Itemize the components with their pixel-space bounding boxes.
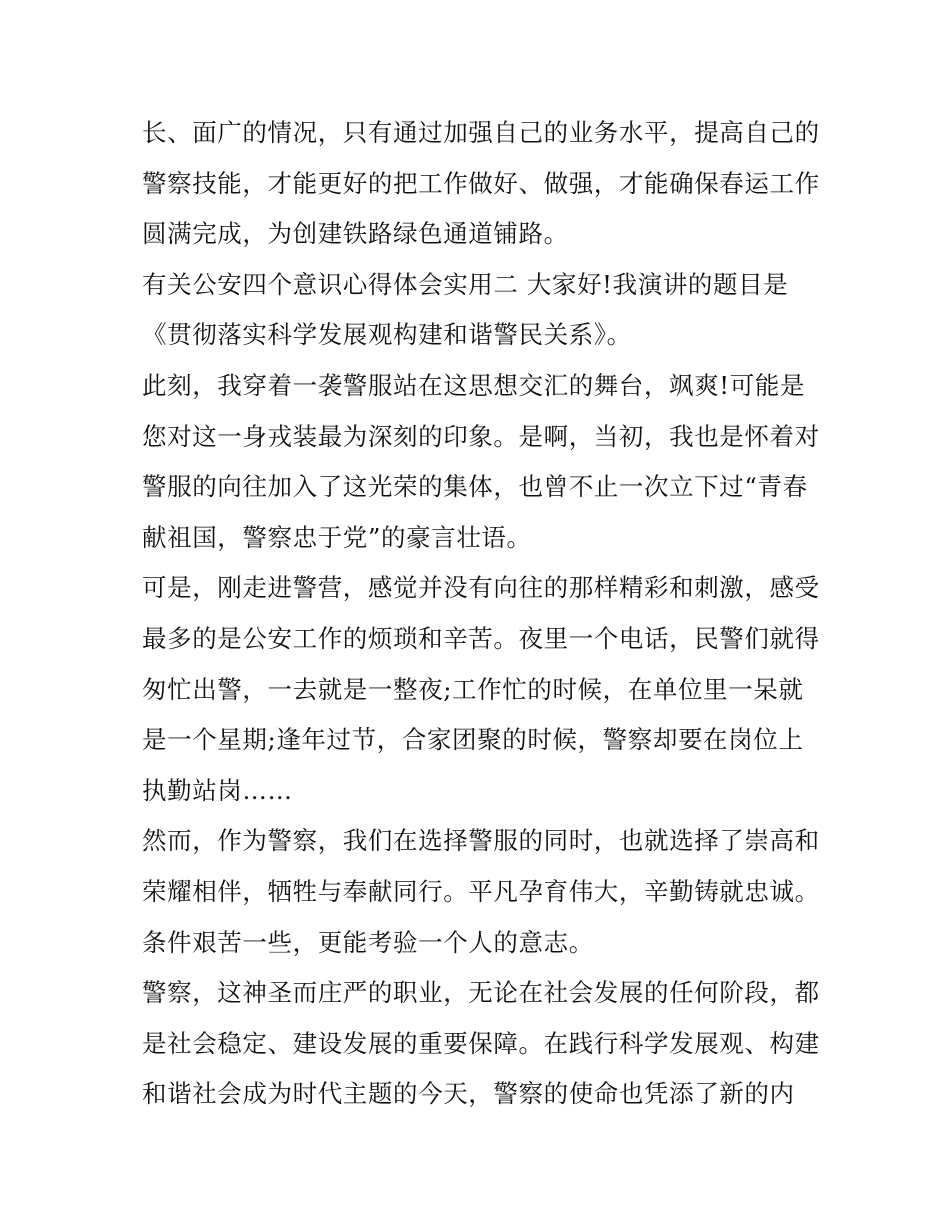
text-line: 《贯彻落实科学发展观构建和谐警民关系》。 [142,320,632,350]
text-line: 此刻，我穿着一袭警服站在这思想交汇的舞台，飒爽!可能是 [142,370,806,400]
text-line: 最多的是公安工作的烦琐和辛苦。夜里一个电话，民警们就得 [142,623,820,653]
text-line: 圆满完成，为创建铁路绿色通道铺路。 [142,219,569,249]
text-line: 条件艰苦一些，更能考验一个人的意志。 [142,927,594,957]
text-line: 您对这一身戎装最为深刻的印象。是啊，当初，我也是怀着对 [142,421,820,451]
text-line: 是社会稳定、建设发展的重要保障。在践行科学发展观、构建 [142,1028,820,1058]
text-line: 献祖国，警察忠于党”的豪言壮语。 [142,522,532,552]
text-line: 荣耀相伴，牺牲与奉献同行。平凡孕育伟大，辛勤铸就忠诚。 [142,876,820,906]
text-line: 有关公安四个意识心得体会实用二 大家好!我演讲的题目是 [142,269,789,299]
text-line: 警察技能，才能更好的把工作做好、做强，才能确保春运工作 [142,168,820,198]
text-line: 匆忙出警，一去就是一整夜;工作忙的时候，在单位里一呆就 [142,674,804,704]
text-line: 可是，刚走进警营，感觉并没有向往的那样精彩和刺激，感受 [142,573,820,603]
body-text [142,108,822,1120]
text-line: 然而，作为警察，我们在选择警服的同时，也就选择了崇高和 [142,826,820,856]
text-line: 长、面广的情况，只有通过加强自己的业务水平，提高自己的 [142,118,820,147]
text-line: 执勤站岗…… [142,775,293,805]
text-line: 和谐社会成为时代主题的今天，警察的使命也凭添了新的内 [142,1079,795,1109]
text-line: 警察，这神圣而庄严的职业，无论在社会发展的任何阶段，都 [142,978,820,1008]
text-line: 警服的向往加入了这光荣的集体，也曾不止一次立下过“青春 [142,472,808,502]
text-line: 是一个星期;逢年过节，合家团聚的时候，警察却要在岗位上 [142,725,804,755]
